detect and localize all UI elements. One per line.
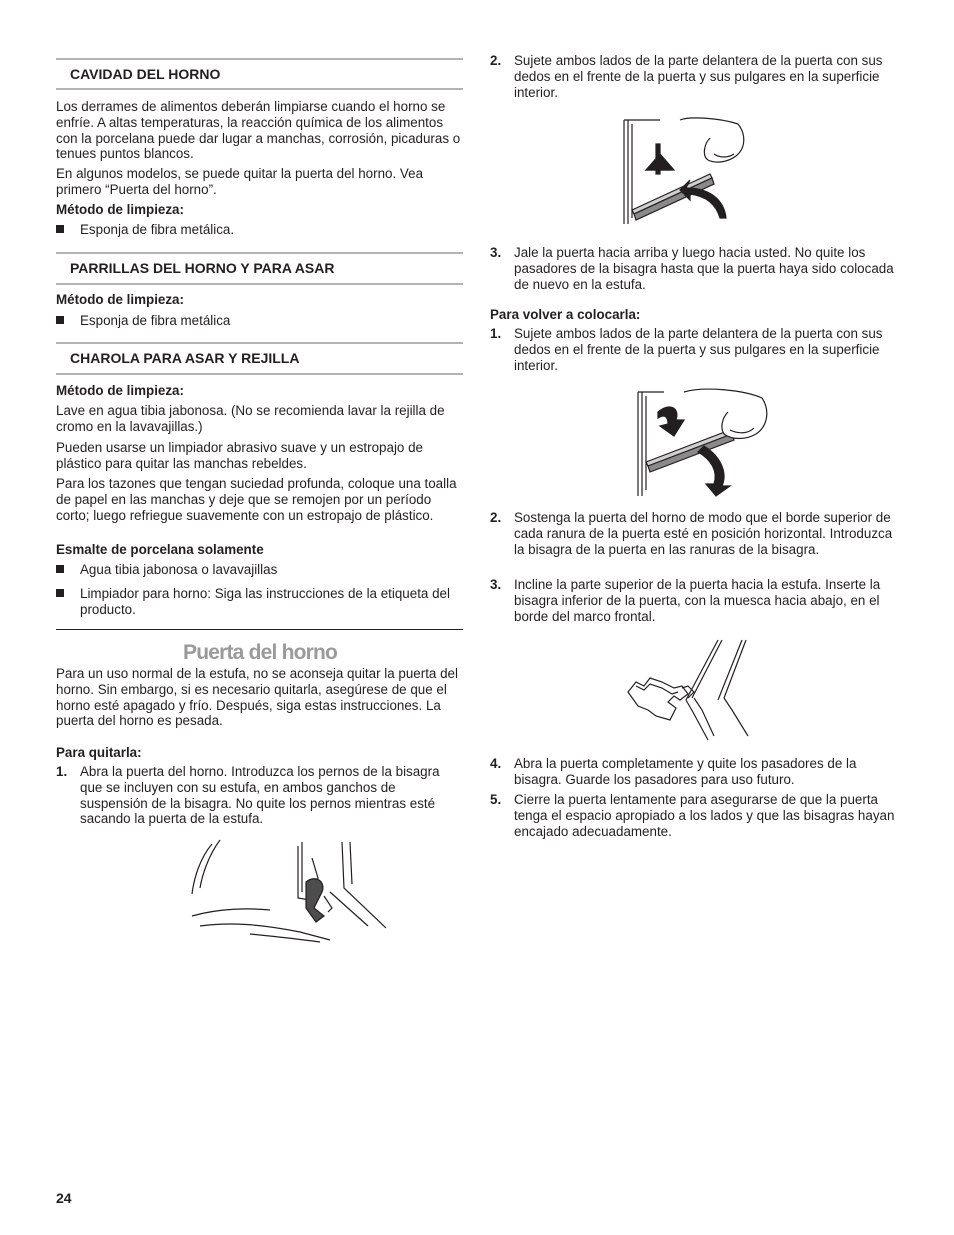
step-number: 2. [490, 53, 502, 68]
insert-door-illustration [634, 386, 774, 498]
step-number: 1. [56, 764, 68, 779]
paragraph: En algunos modelos, se puede quitar la puerta del horno. Vea primero “Puerta del horno”. [56, 166, 424, 197]
subheading: Para quitarla: [56, 745, 142, 760]
step-number: 2. [490, 510, 502, 525]
method-label: Método de limpieza: [56, 202, 184, 217]
section-divider [56, 629, 463, 630]
paragraph: Los derrames de alimentos deberán limpiarse cuando el horno se enfríe. A altas temperaturas, la reacción química de los alimentos con la porcelana puede dar lugar a manchas, corrosión, picaduras o tenues puntos blancos. [56, 99, 461, 162]
section-heading-oven-racks: PARRILLAS DEL HORNO Y PARA ASAR [56, 252, 463, 285]
paragraph: Pueden usarse un limpiador abrasivo suave y un estropajo de plástico para quitar las manchas rebeldes. [56, 440, 423, 471]
numbered-step [490, 792, 897, 839]
hinge-slot-illustration [622, 636, 752, 744]
step-text: Sujete ambos lados de la parte delantera de la puerta con sus dedos en el frente de la puerta y sus pulgares en la superficie interior. [514, 53, 883, 100]
step-text: Jale la puerta hacia arriba y luego hacia usted. No quite los pasadores de la bisagra hasta que la puerta haya sido colocada de nuevo en la estufa. [514, 245, 894, 292]
subheading: Esmalte de porcelana solamente [56, 542, 264, 557]
paragraph: Lave en agua tibia jabonosa. (No se recomienda lavar la rejilla de cromo en la lavavajillas.) [56, 403, 445, 434]
hinge-pin-illustration [190, 838, 390, 944]
step-text: Sostenga la puerta del horno de modo que el borde superior de cada ranura de la puerta esté en posición horizontal. Introduzca la bisagra de la puerta en las ranuras de la bisagra. [514, 510, 893, 557]
bullet-item [56, 562, 463, 578]
bullet-item [56, 313, 463, 329]
numbered-step [490, 577, 897, 624]
bullet-text: Esponja de fibra metálica [80, 313, 231, 328]
step-number: 3. [490, 245, 502, 260]
bullet-square-icon [56, 225, 64, 233]
paragraph: Para los tazones que tengan suciedad profunda, coloque una toalla de papel en las manchas y deje que se remojen por un período corto; luego refriegue suavemente con un estropajo de plástico. [56, 476, 457, 523]
step-text: Incline la parte superior de la puerta hacia la estufa. Inserte la bisagra inferior de la puerta, con la muesca hacia abajo, en el borde del marco frontal. [514, 577, 881, 624]
bullet-square-icon [56, 565, 64, 573]
method-label: Método de limpieza: [56, 383, 184, 398]
numbered-step [56, 764, 463, 827]
step-number: 5. [490, 792, 502, 807]
step-text: Sujete ambos lados de la parte delantera de la puerta con sus dedos en el frente de la puerta y sus pulgares en la superficie interior. [514, 326, 883, 373]
step-text: Cierre la puerta lentamente para asegurarse de que la puerta tenga el espacio apropiado a los lados y que las bisagras hayan encajado adecuadamente. [514, 792, 895, 839]
numbered-step [490, 510, 897, 557]
bullet-item [56, 222, 463, 238]
bullet-square-icon [56, 589, 64, 597]
section-heading-broiler-pan: CHAROLA PARA ASAR Y REJILLA [56, 342, 463, 375]
numbered-step [490, 53, 897, 100]
method-label: Método de limpieza: [56, 292, 184, 307]
step-number: 3. [490, 577, 502, 592]
step-number: 1. [490, 326, 502, 341]
section-title-oven-door: Puerta del horno [183, 641, 338, 664]
step-text: Abra la puerta del horno. Introduzca los pernos de la bisagra que se incluyen con su estufa, en ambos ganchos de suspensión de la bisagra. No quite los pernos mientras esté sacando la puerta de la estufa. [80, 764, 440, 827]
step-text: Abra la puerta completamente y quite los pasadores de la bisagra. Guarde los pasadores para uso futuro. [514, 756, 857, 787]
section-heading-oven-cavity: CAVIDAD DEL HORNO [56, 58, 463, 90]
step-number: 4. [490, 756, 502, 771]
numbered-step [490, 245, 897, 292]
lift-door-illustration [620, 114, 760, 226]
page-number: 24 [56, 1190, 72, 1206]
subheading: Para volver a colocarla: [490, 307, 641, 322]
paragraph: Para un uso normal de la estufa, no se aconseja quitar la puerta del horno. Sin embargo, si es necesario quitarla, asegúrese de que el horno esté apagado y frío. Después, siga estas instrucciones. La puerta del horno es pesada. [56, 666, 458, 729]
bullet-text: Agua tibia jabonosa o lavavajillas [80, 562, 278, 577]
bullet-text: Limpiador para horno: Siga las instrucciones de la etiqueta del producto. [80, 586, 450, 617]
bullet-square-icon [56, 316, 64, 324]
numbered-step [490, 756, 897, 788]
numbered-step [490, 326, 897, 373]
bullet-item [56, 586, 463, 618]
bullet-text: Esponja de fibra metálica. [80, 222, 235, 237]
